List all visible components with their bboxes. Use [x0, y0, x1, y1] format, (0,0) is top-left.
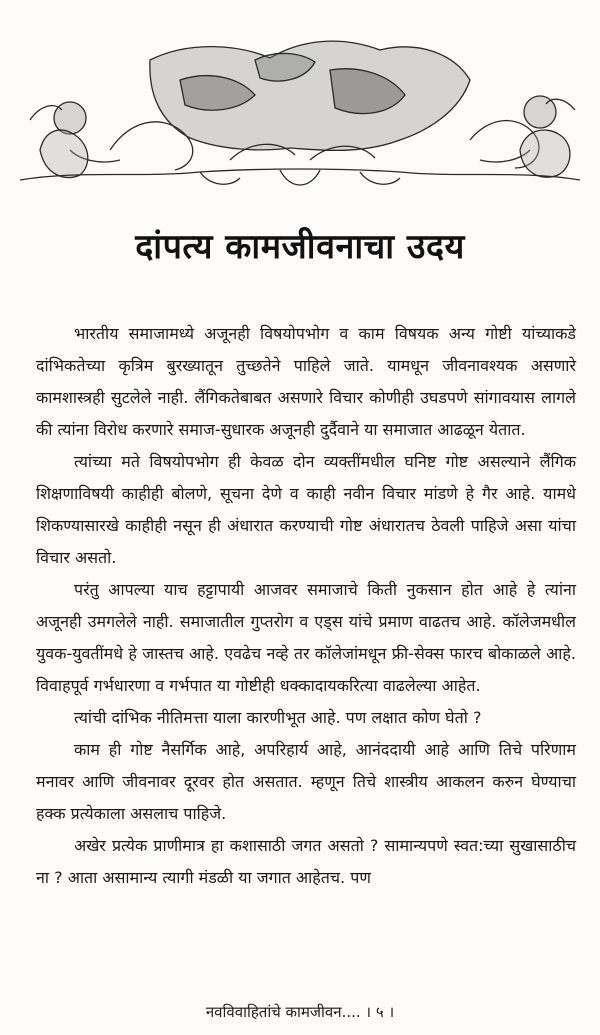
page-footer: नवविवाहितांचे कामजीवन.... । ५ । — [205, 1003, 395, 1021]
paragraph: काम ही गोष्ट नैसर्गिक आहे, अपरिहार्य आहे, आनंददायी आहे आणि तिचे परिणाम मनावर आणि जीवनावर दूरवर होत असतात. म्हणून तिचे शास्त्रीय आकलन करुन घेण्याचा हक्क प्रत्येकाला असलाच पाहिजे. — [36, 740, 576, 823]
decorative-ornament-banner — [0, 0, 600, 200]
paragraph: भारतीय समाजामध्ये अजूनही विषयोपभोग व काम विषयक अन्य गोष्टी यांच्याकडे दांभिकतेच्या कृत्रिम बुरख्यातून तुच्छतेने पाहिले जाते. यामधून जीवनावश्यक असणारे कामशास्त्रही सुटलेले नाही. लैंगिकतेबाबत असणारे विचार कोणीही उघडपणे सांगावयास लागले की त्यांना विरोध करणारे समाज-सुधारक अजूनही दुर्दैवाने या समाजात आढळून येतात. — [36, 324, 576, 439]
paragraph: त्यांची दांभिक नीतिमत्ता याला कारणीभूत आहे. पण लक्षात कोण घेतो ? — [74, 708, 482, 727]
paragraph: परंतु आपल्या याच हट्टापायी आजवर समाजाचे किती नुकसान होत आहे हे त्यांना अजूनही उमगलेले नाही. समाजातील गुप्तरोग व एड्स यांचे प्रमाण वाढतच आहे. कॉलेजमधील युवक-युवतींमधे हे जास्तच आहे. एवढेच नव्हे तर कॉलेजांमधून फ्री-सेक्स फारच बोकाळले आहे. विवाहपूर्व गर्भधारणा व गर्भपात या गोष्टीही धक्कादायकरित्या वाढलेल्या आहेत. — [36, 580, 576, 695]
paragraph: अखेर प्रत्येक प्राणीमात्र हा कशासाठी जगत असतो ? सामान्यपणे स्वत:च्या सुखासाठीच ना ? आता असामान्य त्यागी मंडळी या जगात आहेतच. पण — [36, 836, 576, 887]
page-title: दांपत्य कामजीवनाचा उदय — [135, 227, 465, 267]
paragraph: त्यांच्या मते विषयोपभोग ही केवळ दोन व्यक्तींमधील घनिष्ट गोष्ट असल्याने लैंगिक शिक्षणाविषयी काहीही बोलणे, सूचना देणे व काही नवीन विचार मांडणे हे गैर आहे. यामधे शिकण्यासारखे काहीही नसून ही अंधारात करण्याची गोष्ट अंधारातच ठेवली पाहिजे असा यांचा विचार असतो. — [36, 452, 576, 567]
body-text — [36, 318, 576, 894]
